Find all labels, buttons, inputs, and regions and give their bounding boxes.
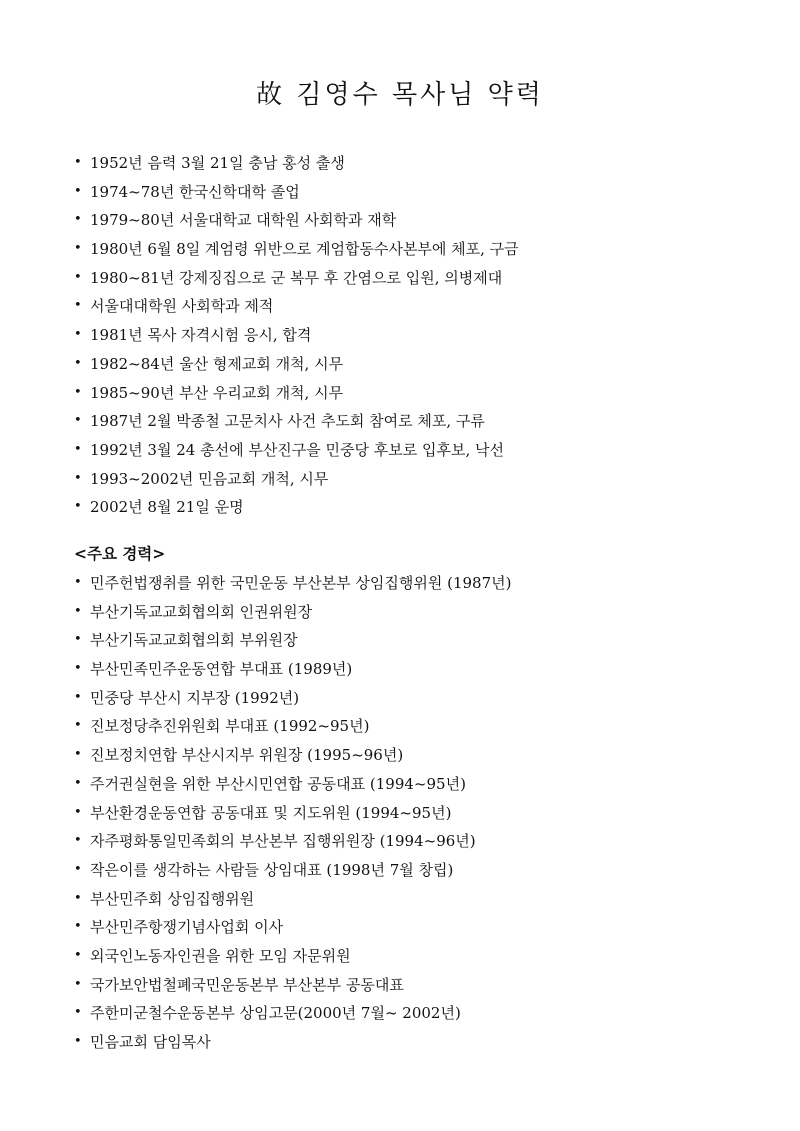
list-item	[74, 235, 519, 264]
list-item-text: 1993~2002년 민음교회 개척, 시무	[90, 469, 329, 488]
bullet-icon: •	[74, 575, 82, 590]
list-item-text: 부산환경운동연합 공동대표 및 지도위원 (1994~95년)	[90, 803, 452, 822]
list-item-text: 1974~78년 한국신학대학 졸업	[90, 182, 300, 201]
list-item-text: 서울대대학원 사회학과 제적	[90, 297, 274, 316]
bullet-icon: •	[74, 241, 82, 257]
list-item	[74, 626, 511, 655]
bullet-icon: •	[74, 919, 82, 935]
career-heading: <주요 경력>	[74, 544, 166, 563]
list-item	[74, 827, 511, 856]
bullet-icon: •	[74, 384, 82, 400]
bullet-icon: •	[74, 976, 82, 992]
list-item-text: 주한미군철수운동본부 상임고문(2000년 7월~ 2002년)	[90, 1004, 461, 1023]
bullet-icon: •	[74, 327, 82, 343]
bullet-icon: •	[74, 947, 82, 963]
list-item	[74, 712, 511, 741]
list-item-text: 부산기독교교회협의회 부위원장	[90, 631, 298, 650]
bullet-icon: •	[74, 269, 82, 285]
list-item	[74, 856, 511, 885]
timeline-list	[74, 149, 519, 522]
list-item-text: 작은이를 생각하는 사람들 상임대표 (1998년 7월 창립)	[90, 860, 454, 879]
list-item-text: 외국인노동자인권을 위한 모임 자문위원	[90, 946, 351, 965]
bullet-icon: •	[74, 1034, 82, 1049]
bullet-icon: •	[74, 747, 82, 763]
list-item-text: 민음교회 담임목사	[90, 1033, 211, 1051]
list-item-text: 자주평화통일민족회의 부산본부 집행위원장 (1994~96년)	[90, 832, 476, 851]
bullet-icon: •	[74, 861, 82, 877]
list-item-text: 민중당 부산시 지부장 (1992년)	[90, 688, 300, 707]
bullet-icon: •	[74, 632, 82, 648]
list-item	[74, 741, 511, 770]
list-item-text: 1981년 목사 자격시험 응시, 합격	[90, 326, 312, 345]
bullet-icon: •	[74, 413, 82, 429]
career-list	[74, 569, 511, 1057]
bullet-icon: •	[74, 890, 82, 906]
list-item-text: 1992년 3월 24 총선에 부산진구을 민중당 후보로 입후보, 낙선	[90, 440, 505, 459]
list-item-text: 국가보안법철폐국민운동본부 부산본부 공동대표	[90, 975, 404, 994]
list-item	[74, 321, 519, 350]
bullet-icon: •	[74, 441, 82, 457]
list-item	[74, 913, 511, 942]
bullet-icon: •	[74, 155, 82, 170]
list-item	[74, 407, 519, 436]
list-item	[74, 1028, 511, 1057]
list-item-text: 1985~90년 부산 우리교회 개척, 시무	[90, 383, 344, 402]
list-item	[74, 264, 519, 293]
bullet-icon: •	[74, 212, 82, 228]
list-item-text: 1952년 음력 3월 21일 충남 홍성 출생	[90, 154, 345, 172]
list-item-text: 진보정당추진위원회 부대표 (1992~95년)	[90, 717, 370, 736]
list-item	[74, 799, 511, 828]
bullet-icon: •	[74, 718, 82, 734]
list-item	[74, 379, 519, 408]
list-item	[74, 885, 511, 914]
list-item	[74, 999, 511, 1028]
list-item	[74, 465, 519, 494]
bullet-icon: •	[74, 775, 82, 791]
list-item-text: 민주헌법쟁취를 위한 국민운동 부산본부 상임집행위원 (1987년)	[90, 574, 512, 592]
list-item-text: 2002년 8월 21일 운명	[90, 498, 244, 517]
bullet-icon: •	[74, 1005, 82, 1021]
bullet-icon: •	[74, 661, 82, 677]
list-item	[74, 569, 511, 598]
list-item-text: 1980년 6월 8일 계엄령 위반으로 계엄합동수사본부에 체포, 구금	[90, 240, 519, 259]
list-item	[74, 493, 519, 522]
bullet-icon: •	[74, 183, 82, 199]
list-item	[74, 292, 519, 321]
bullet-icon: •	[74, 470, 82, 486]
list-item	[74, 598, 511, 627]
bullet-icon: •	[74, 355, 82, 371]
list-item-text: 1979~80년 서울대학교 대학원 사회학과 재학	[90, 211, 397, 230]
list-item	[74, 770, 511, 799]
list-item-text: 부산기독교교회협의회 인권위원장	[90, 602, 313, 621]
list-item	[74, 149, 519, 178]
list-item-text: 부산민주항쟁기념사업회 이사	[90, 918, 284, 937]
list-item-text: 1980~81년 강제징집으로 군 복무 후 간염으로 입원, 의병제대	[90, 268, 503, 287]
list-item	[74, 684, 511, 713]
list-item-text: 부산민주회 상임집행위원	[90, 889, 255, 908]
document-title: 故 김영수 목사님 약력	[256, 80, 544, 110]
list-item	[74, 971, 511, 1000]
list-item-text: 주거권실현을 위한 부산시민연합 공동대표 (1994~95년)	[90, 774, 466, 793]
list-item-text: 1982~84년 울산 형제교회 개척, 시무	[90, 354, 344, 373]
bullet-icon: •	[74, 298, 82, 314]
bullet-icon: •	[74, 499, 82, 515]
bullet-icon: •	[74, 804, 82, 820]
list-item	[74, 206, 519, 235]
bullet-icon: •	[74, 603, 82, 619]
list-item	[74, 178, 519, 207]
list-item	[74, 942, 511, 971]
list-item-text: 진보정치연합 부산시지부 위원장 (1995~96년)	[90, 746, 404, 765]
list-item-text: 1987년 2월 박종철 고문치사 사건 추도회 참여로 체포, 구류	[90, 412, 485, 431]
bullet-icon: •	[74, 833, 82, 849]
list-item-text: 부산민족민주운동연합 부대표 (1989년)	[90, 660, 353, 679]
bullet-icon: •	[74, 689, 82, 705]
list-item	[74, 350, 519, 379]
list-item	[74, 655, 511, 684]
list-item	[74, 436, 519, 465]
